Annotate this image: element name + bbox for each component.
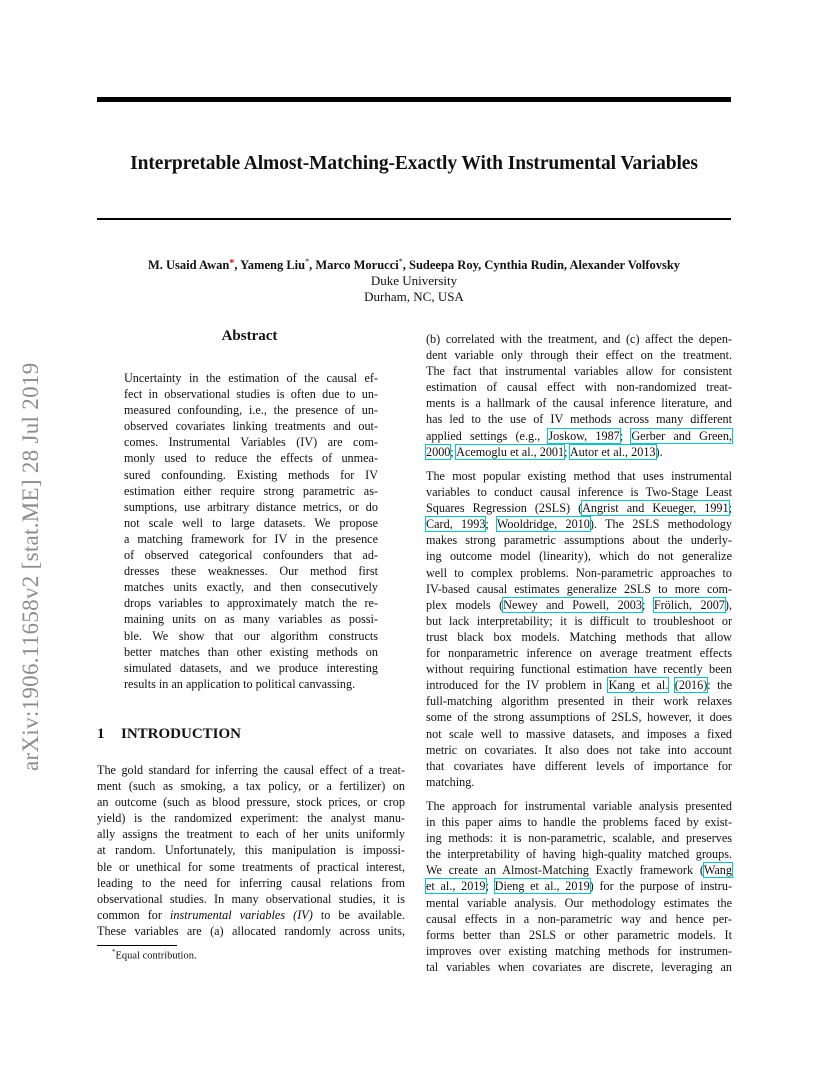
body-line: The most popular existing method that uses instrumental xyxy=(426,469,732,483)
citation-link[interactable]: Dieng et al., 2019 xyxy=(494,879,590,894)
body-line: leading to the need for inferring causal relations from xyxy=(97,875,405,890)
citation-link[interactable]: 2000 xyxy=(426,444,451,459)
body-line: at random. Unfortunately, this manipulation is impossi- xyxy=(97,843,405,858)
body-line: for nonparametric inference on average treatment effects xyxy=(426,646,732,661)
section-number: 1 xyxy=(97,726,105,742)
right-paragraph-1 xyxy=(426,331,732,460)
body-text: plex models ( xyxy=(426,597,504,612)
body-line: the interpretability of having high-quality matched groups. xyxy=(426,847,732,862)
body-text: ; xyxy=(619,428,632,443)
body-line: ally assigns the treatment to each of her units uniformly xyxy=(97,827,405,842)
body-line xyxy=(426,677,732,693)
body-text: introduced for the IV problem in xyxy=(426,678,609,693)
citation-link[interactable]: Wooldridge, 2010 xyxy=(496,517,590,532)
body-line: observational studies. In many observational studies, it is xyxy=(97,891,405,906)
top-rule xyxy=(97,97,731,102)
body-text: common for xyxy=(97,907,171,922)
citation-link[interactable]: et al., 2019 xyxy=(426,879,486,894)
body-line: trust black box models. Matching methods that allow xyxy=(426,629,732,644)
footnote-mark: * xyxy=(112,948,116,956)
body-line: plex models (Newey and Powell, 2003; Frölich, 2007), xyxy=(426,597,733,612)
affiliation: Duke University xyxy=(370,273,458,288)
body-text: ), xyxy=(724,597,733,612)
location: Durham, NC, USA xyxy=(364,289,464,304)
body-text: ). The 2SLS methodology xyxy=(589,517,732,532)
intro-left-column xyxy=(97,762,405,939)
body-line: (b) correlated with the treatment, and (c) affect the depen- xyxy=(426,332,732,346)
body-line: matching. xyxy=(426,774,475,789)
citation-link[interactable]: Gerber and Green, xyxy=(631,428,732,443)
footnote-rule xyxy=(97,945,177,946)
citation-link[interactable]: Card, 1993 xyxy=(426,517,486,532)
body-text: ). xyxy=(655,444,663,459)
body-text: applied settings (e.g., xyxy=(426,428,549,443)
footnote-text: Equal contribution. xyxy=(115,950,197,962)
citation-link[interactable]: Joskow, 1987 xyxy=(548,428,620,443)
abstract-line: drops variables to approximately match the re- xyxy=(124,596,378,611)
author-mark: * xyxy=(229,258,235,270)
body-line: in this paper aims to handle the problems faced by exist- xyxy=(426,815,732,830)
abstract-line: simulated datasets, and we produce interesting xyxy=(124,660,378,675)
body-line: well to complex problems. Non-parametric approaches to xyxy=(426,565,732,580)
body-line: dent variable only through their effect on the treatment. xyxy=(426,348,732,363)
body-line: metric on covariates. It also does not take into account xyxy=(426,742,732,757)
citation-link[interactable]: Acemoglu et al., 2001 xyxy=(456,444,565,459)
body-text: We create an Almost-Matching Exactly framework ( xyxy=(426,863,704,878)
body-line: ble or unethical for some treatments of practical interest, xyxy=(97,859,405,874)
body-line: has led to the use of IV methods across many different xyxy=(426,412,732,427)
abstract-heading: Abstract xyxy=(221,328,278,344)
abstract-line: observed covariates linking treatments and out- xyxy=(124,419,378,434)
abstract-body xyxy=(124,370,378,692)
citation-link[interactable]: Autor et al., 2013 xyxy=(569,444,656,459)
body-line: an outcome (such as blood pressure, stock prices, or crop xyxy=(97,795,405,810)
body-line: ment (such as smoking, a tax policy, or a fertilizer) on xyxy=(97,779,405,794)
abstract-line: comes. Instrumental Variables (IV) are com- xyxy=(124,435,378,450)
footnote xyxy=(112,948,197,962)
abstract-line: fect in observational studies is often due to un- xyxy=(124,387,378,402)
body-text: : the xyxy=(707,678,732,693)
body-line: ing outcome model (linearity), which do not generalize xyxy=(426,549,732,564)
right-paragraph-2 xyxy=(426,468,732,790)
body-line xyxy=(426,428,732,444)
italic-term: instrumental variables (IV) xyxy=(170,907,313,922)
body-line: estimation of causal effect with non-randomized treat- xyxy=(426,380,732,395)
abstract-line: estimation either require strong parametric as- xyxy=(124,483,378,498)
section-title: INTRODUCTION xyxy=(121,726,242,742)
author-name: M. Usaid Awan xyxy=(147,258,230,273)
body-line: 2000; Acemoglu et al., 2001; Autor et al., 2013). xyxy=(426,444,663,459)
body-line: Card, 1993; Wooldridge, 2010). The 2SLS methodology xyxy=(426,517,732,532)
citation-link[interactable]: Newey and Powell, 2003 xyxy=(503,597,642,612)
body-line: mental variable analysis. Our methodology estimates the xyxy=(426,895,732,910)
abstract-line: of observed categorical confounders that ad- xyxy=(124,548,378,563)
body-line: The approach for instrumental variable analysis presented xyxy=(426,799,732,813)
body-line: improves over existing matching methods for instrumen- xyxy=(426,943,732,958)
body-text: ) for the purpose of instru- xyxy=(589,879,733,894)
body-line: The gold standard for inferring the causal effect of a treat- xyxy=(97,763,405,777)
author-name: Sudeepa Roy, Cynthia Rudin, Alexander Volfovsky xyxy=(409,258,681,273)
abstract-line: not scale well to large datasets. We propose xyxy=(124,515,378,530)
abstract-line: sumptions, use arbitrary distance metrics, or do xyxy=(124,499,378,514)
abstract-line: a matching framework for IV in the presence xyxy=(124,531,378,546)
body-line: not scale well to massive datasets, and imposes a fixed xyxy=(426,726,732,741)
abstract-line: monly used to reduce the effects of unmea- xyxy=(124,451,378,466)
body-line: makes strong parametric assumptions about the underly- xyxy=(426,533,732,548)
body-line xyxy=(426,862,732,878)
body-line: some of the strong assumptions of 2SLS, however, it does xyxy=(426,710,732,725)
arxiv-stamp: arXiv:1906.11658v2 [stat.ME] 28 Jul 2019 xyxy=(18,362,43,771)
abstract-line: better matches than other existing methods on xyxy=(124,644,378,659)
title-rule xyxy=(97,218,731,220)
body-line: These variables are (a) allocated randomly across units, xyxy=(97,923,405,938)
body-text: to be available. xyxy=(312,907,405,922)
author-name: Marco Morucci xyxy=(315,258,399,273)
abstract-line: matches units exactly, and then consecutively xyxy=(124,580,378,595)
citation-link[interactable]: Frölich, 2007 xyxy=(653,597,725,612)
body-line: tal variables when covariates are discrete, leveraging an xyxy=(426,959,732,974)
citation-link[interactable]: Wang xyxy=(703,863,732,878)
abstract-line: maining units on as many variables as possi- xyxy=(124,612,378,627)
abstract-line: Uncertainty in the estimation of the causal ef- xyxy=(124,371,378,385)
body-line xyxy=(97,907,405,923)
abstract-line: dresses these weaknesses. Our method first xyxy=(124,564,378,579)
body-line: IV-based causal estimates generalize 2SLS to more com- xyxy=(426,581,732,596)
author-mark: * xyxy=(305,257,310,266)
body-line: ments is a hallmark of the causal inference literature, and xyxy=(426,396,732,411)
section-heading xyxy=(97,726,241,743)
body-line: yield) is the randomized experiment: the analyst manu- xyxy=(97,811,405,826)
abstract-line: results in an application to political canvassing. xyxy=(124,676,356,691)
body-line: forms better than 2SLS or other parametric models. It xyxy=(426,927,732,942)
paper-title: Interpretable Almost-Matching-Exactly With Instrumental Variables xyxy=(130,153,698,174)
body-line: that covariates have different levels of importance for xyxy=(426,758,732,773)
body-line: ing methods: it is non-parametric, scalable, and preserves xyxy=(426,831,732,846)
body-line: causal effects in a non-parametric way and hence per- xyxy=(426,911,732,926)
author-name: Yameng Liu xyxy=(240,258,306,273)
body-line: Squares Regression (2SLS) (Angrist and Keueger, 1991; xyxy=(426,501,732,516)
citation-link[interactable]: Kang et al. xyxy=(608,678,669,693)
abstract-line: ble. We show that our algorithm constructs xyxy=(124,628,378,643)
body-line: variables to conduct causal inference is Two-Stage Least xyxy=(426,485,732,500)
author-list: M. Usaid Awan*, Yameng Liu*, Marco Morucci*, Sudeepa Roy, Cynthia Rudin, Alexander Volfovsky xyxy=(147,257,681,273)
body-line: without requiring functional estimation have recently been xyxy=(426,662,732,677)
body-line: but lack interpretability; it is difficult to troubleshoot or xyxy=(426,613,732,628)
right-paragraph-3 xyxy=(426,798,732,975)
abstract-line: sured confounding. Existing methods for IV xyxy=(124,467,378,482)
abstract-line: measured confounding, i.e., the presence of un- xyxy=(124,403,378,418)
body-text: Squares Regression (2SLS) ( xyxy=(426,501,583,516)
affiliation-block xyxy=(97,273,731,305)
body-line: et al., 2019; Dieng et al., 2019) for the purpose of instru- xyxy=(426,879,733,894)
citation-link[interactable]: (2016) xyxy=(674,678,708,693)
body-line: The fact that instrumental variables allow for consistent xyxy=(426,364,732,379)
author-mark: * xyxy=(398,257,403,266)
body-line: full-matching algorithm presented in their work relaxes xyxy=(426,694,732,709)
citation-link[interactable]: Angrist and Keueger, 1991 xyxy=(582,501,729,516)
